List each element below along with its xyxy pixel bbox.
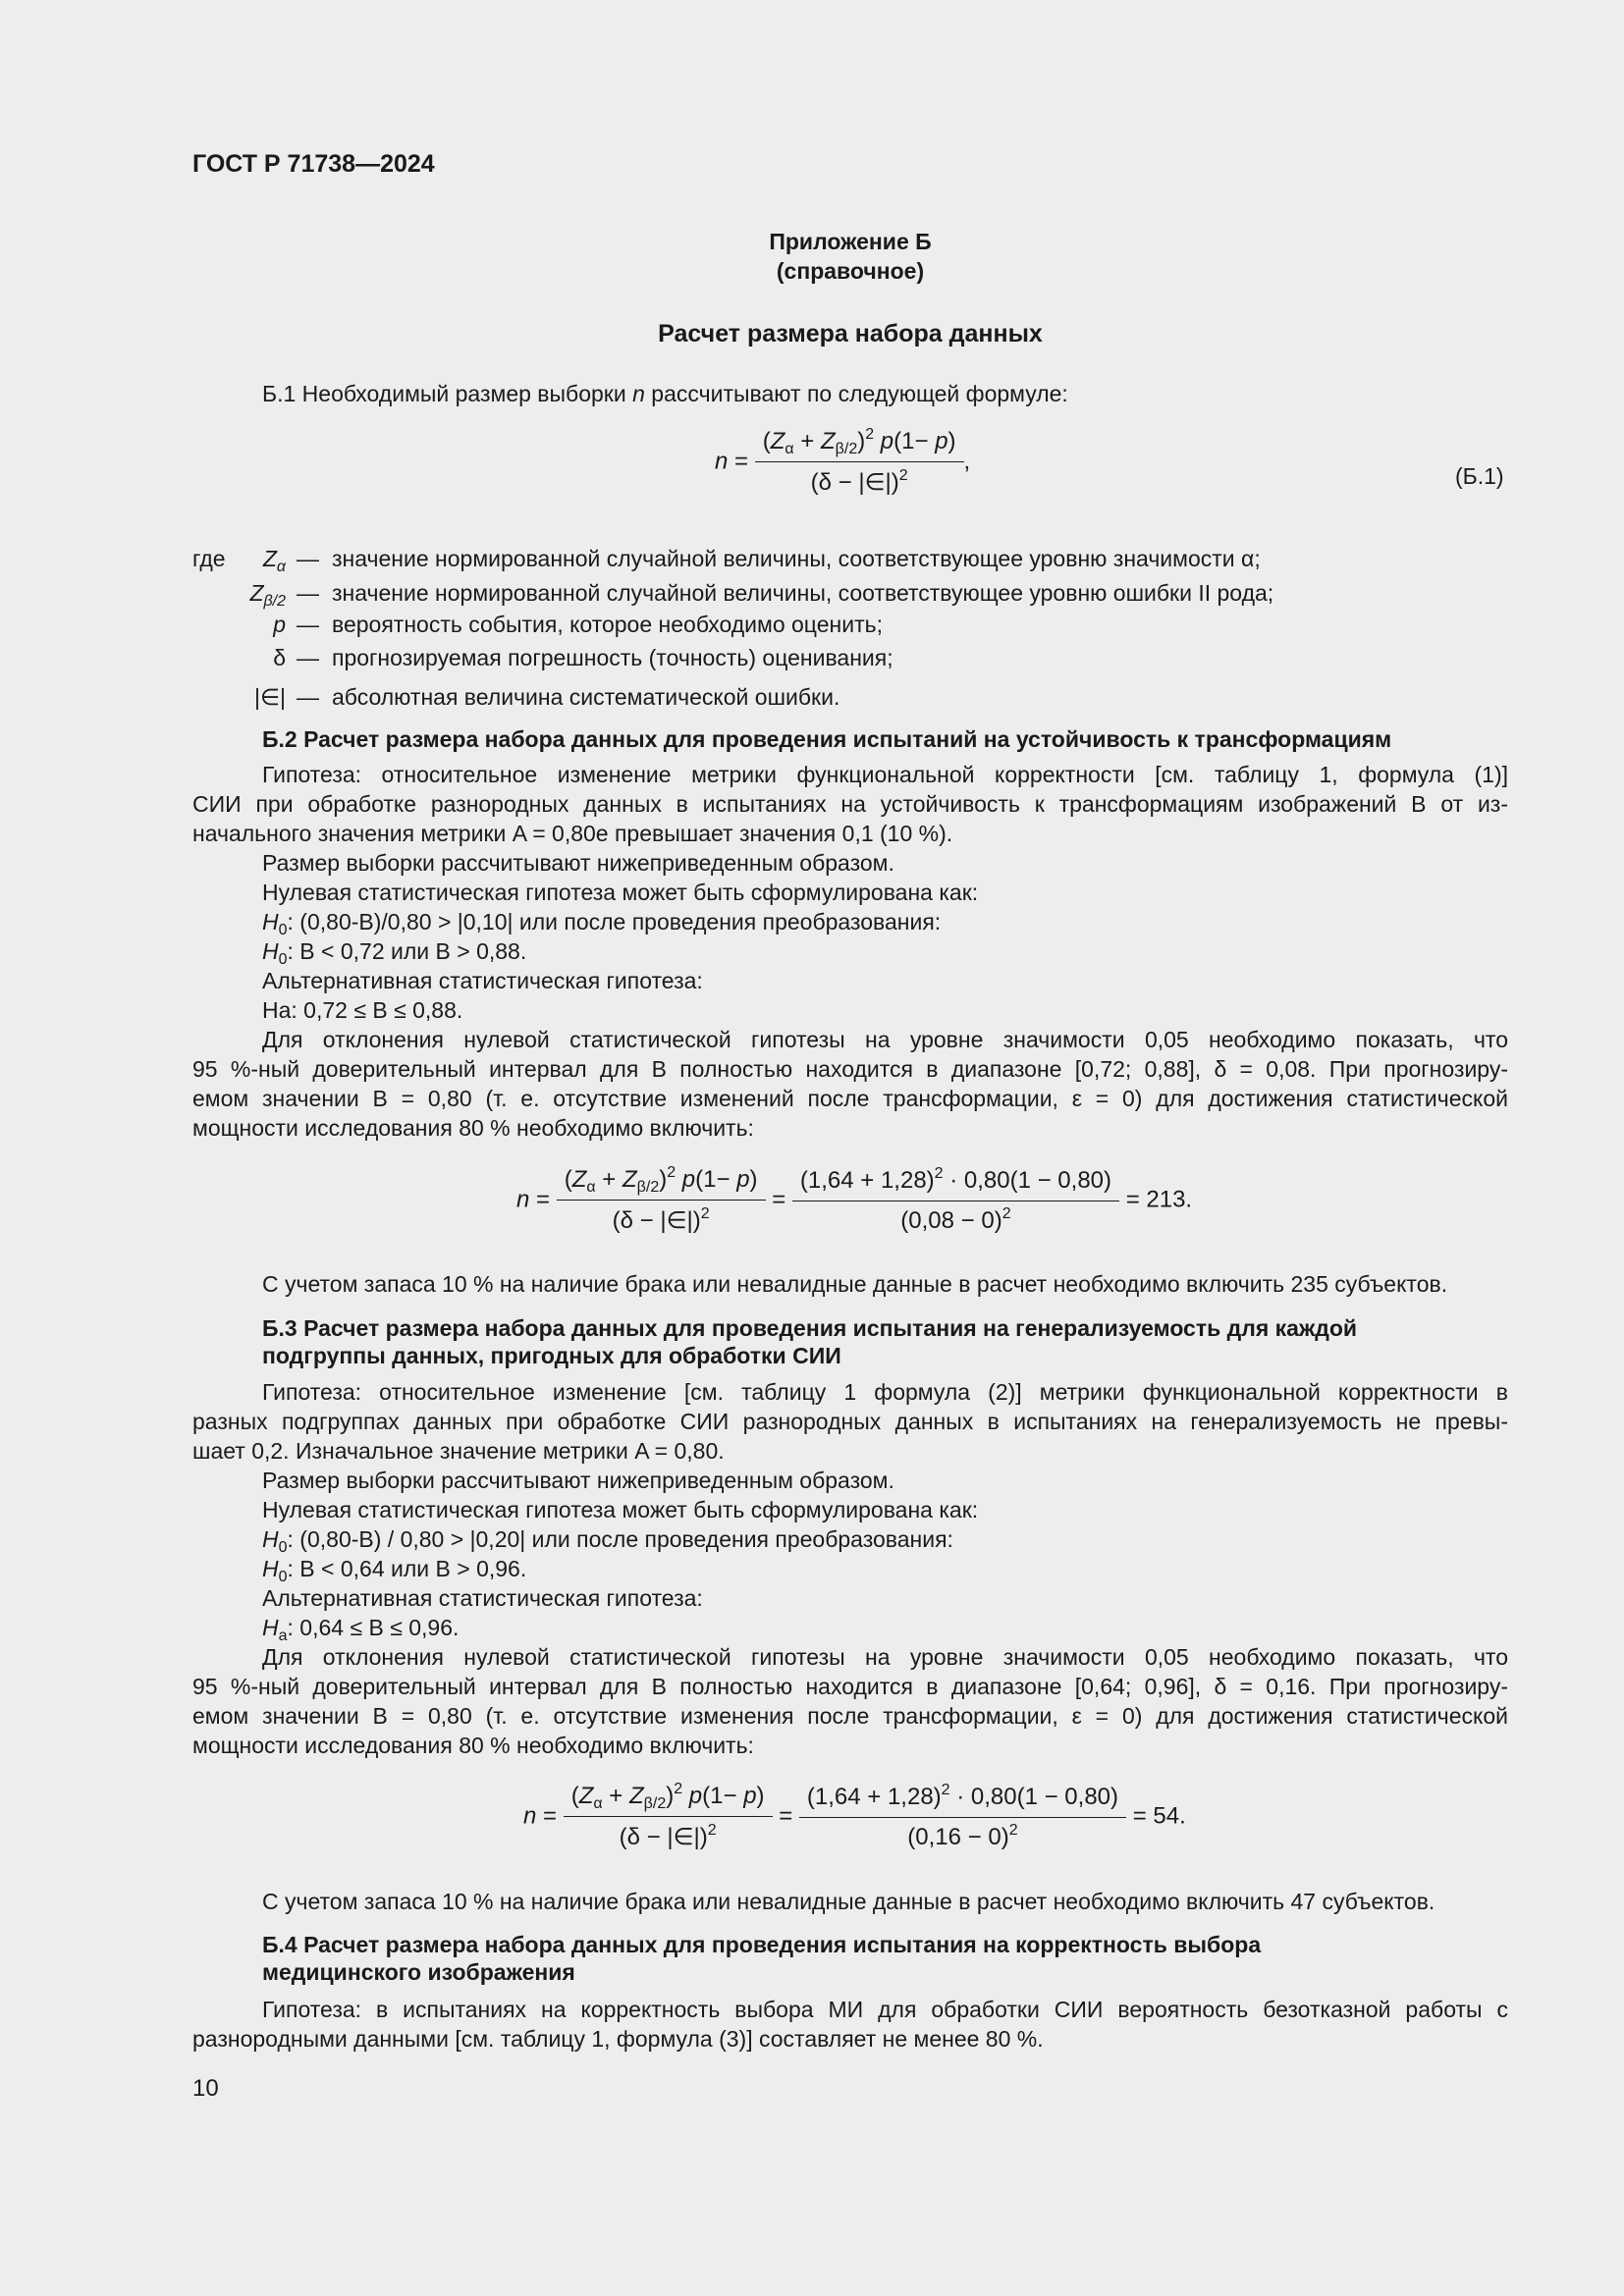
b2-hypothesis-line1: Гипотеза: относительное изменение метрики функциональной корректности [см. таблицу 1, формула (1)] [262,762,1508,787]
b2-h0-line2: $H_0$: B < 0,72 или B > 0,88. [262,938,527,968]
b2-num-values: (1,64 + 1,28) [799,1166,935,1194]
b3-size-note: Размер выборки рассчитывают нижеприведенным образом. [262,1468,894,1493]
definition-symbol: $Z_\alpha$ [262,546,286,575]
b3-ha: $H_a$: 0,64 ≤ B ≤ 0,96. [262,1615,460,1644]
b3-heading-line2: подгруппы данных, пригодных для обработки СИИ [262,1343,841,1368]
definition-symbol: p [273,612,286,637]
b3-h0-line2: $H_0$: B < 0,64 или B > 0,96. [262,1556,527,1585]
formula-b3: n = $\frac{(Z_\alpha + Z_{\beta/2})^2 p(1- p)}{(\delta - |\in|)^2}$ = $\frac{(1,64 + 1,28)^2 \cdot 0,80(1 - 0,80)}{(0,16 - 0)^2}$ = 54. [523,1781,1186,1850]
definition-dash: — [297,612,319,637]
b3-result: = 54. [1132,1802,1186,1830]
definition-text: абсолютная величина систематической ошибки. [332,684,840,710]
page-number: 10 [192,2075,219,2102]
definition-dash: — [297,684,319,710]
b2-result: = 213. [1125,1186,1193,1213]
document-header: ГОСТ Р 71738—2024 [192,150,435,178]
b3-num-values: (1,64 + 1,28) [806,1783,942,1810]
b2-ha: Ha: 0,72 ≤ B ≤ 0,88. [262,997,463,1023]
formula-b1-label: (Б.1) [1455,463,1504,489]
b2-rejection-line3: емом значении B = 0,80 (т. е. отсутствие изменений после трансформации, ε = 0) для достижения статистической [192,1086,1508,1111]
b2-h0-line1: $H_0$: (0,80-B)/0,80 > |0,10| или после проведения преобразования: [262,909,942,938]
definition-row [192,643,1508,672]
b3-rejection-line2: 95 %-ный доверительный интервал для B полностью находится в диапазоне [0,64; 0,96], δ = 0,16. При прогнозиру- [192,1674,1508,1699]
definition-dash: — [297,645,319,670]
definition-text: значение нормированной случайной величины, соответствующее уровню ошибки II рода; [332,580,1274,606]
b4-hypothesis-line2: разнородными данными [см. таблицу 1, формула (3)] составляет не менее 80 %. [192,2026,1044,2052]
b2-hypothesis-line2: СИИ при обработке разнородных данных в испытаниях на устойчивость к трансформациям изображений B от из- [192,791,1508,817]
b3-hypothesis-line2: разных подгруппах данных при обработке СИИ разнородных данных в испытаниях на генерализуемость не превы- [192,1409,1508,1434]
b3-rejection-line1: Для отклонения нулевой статистической гипотезы на уровне значимости 0,05 необходимо показать, что [262,1644,1508,1670]
section-title: Расчет размера набора данных [658,320,1043,347]
b4-hypothesis-line1: Гипотеза: в испытаниях на корректность выбора МИ для обработки СИИ вероятность безотказной работы с [262,1997,1508,2022]
b3-num-rest: · 0,80(1 − 0,80) [949,1783,1119,1810]
b2-rejection-line4: мощности исследования 80 % необходимо включить: [192,1115,754,1141]
formula-b2: n = $\frac{(Z_\alpha + Z_{\beta/2})^2 p(1- p)}{(\delta - |\in|)^2}$ = $\frac{(1,64 + 1,28)^2 \cdot 0,80(1 - 0,80)}{(0,08 - 0)^2}$ = 213. [516,1164,1193,1234]
b2-size-note: Размер выборки рассчитывают нижеприведенным образом. [262,850,894,876]
b2-alt-hypothesis: Альтернативная статистическая гипотеза: [262,968,703,993]
appendix-title: Приложение Б [769,229,932,254]
b3-heading-line1: Б.3 Расчет размера набора данных для проведения испытания на генерализуемость для каждой [262,1315,1358,1341]
b4-heading-line1: Б.4 Расчет размера набора данных для проведения испытания на корректность выбора [262,1932,1262,1957]
b3-hypothesis-line1: Гипотеза: относительное изменение [см. таблицу 1 формула (2)] метрики функциональной корректности в [262,1379,1508,1405]
appendix-subtitle: (справочное) [776,258,925,284]
definition-symbol: |∈| [254,684,286,710]
b3-margin-note: С учетом запаса 10 % на наличие брака или невалидные данные в расчет необходимо включить 47 субъектов. [262,1889,1435,1914]
b3-null-hypothesis: Нулевая статистическая гипотеза может быть сформулирована как: [262,1497,979,1522]
definition-text: прогнозируемая погрешность (точность) оценивания; [332,645,893,670]
b2-heading: Б.2 Расчет размера набора данных для проведения испытаний на устойчивость к трансформациям [262,726,1392,752]
b2-null-hypothesis: Нулевая статистическая гипотеза может быть сформулирована как: [262,880,979,905]
definition-row [192,610,1508,639]
definition-dash: — [297,546,319,571]
definition-row [192,544,1508,573]
b2-den-values: (0,08 − 0) [900,1206,1002,1234]
definition-text: значение нормированной случайной величины, соответствующее уровню значимости α; [332,546,1261,571]
b2-rejection-line1: Для отклонения нулевой статистической гипотезы на уровне значимости 0,05 необходимо показать, что [262,1027,1508,1052]
b3-h0-line1: $H_0$: (0,80-B) / 0,80 > |0,20| или после проведения преобразования: [262,1526,953,1556]
definition-row [192,682,1508,712]
definition-dash: — [297,580,319,606]
b2-hypothesis-line3: начального значения метрики A = 0,80e превышает значения 0,1 (10 %). [192,821,953,846]
definition-symbol: δ [273,645,286,670]
b2-rejection-line2: 95 %-ный доверительный интервал для B полностью находится в диапазоне [0,72; 0,88], δ = 0,08. При прогнозиру- [192,1056,1508,1082]
b3-rejection-line3: емом значении B = 0,80 (т. е. отсутствие изменения после трансформации, ε = 0) для достижения статистической [192,1703,1508,1729]
b2-margin-note: С учетом запаса 10 % на наличие брака или невалидные данные в расчет необходимо включить 235 субъектов. [262,1271,1448,1297]
definition-row [192,578,1508,608]
b4-heading-line2: медицинского изображения [262,1959,575,1985]
definition-text: вероятность события, которое необходимо оценить; [332,612,883,637]
b3-rejection-line4: мощности исследования 80 % необходимо включить: [192,1733,754,1758]
b3-den-values: (0,16 − 0) [907,1823,1009,1850]
b1-intro: Б.1 Необходимый размер выборки n рассчитывают по следующей формуле: [262,381,1068,406]
formula-b1: n = $\frac{(Z_\alpha + Z_{\beta/2})^2 p(1- p)}{(\delta - |\in|)^2}$ , [715,426,971,496]
b2-num-rest: · 0,80(1 − 0,80) [943,1166,1112,1194]
b3-hypothesis-line3: шает 0,2. Изначальное значение метрики A = 0,80. [192,1438,725,1464]
definition-symbol: $Z_{\beta/2}$ [249,580,286,610]
where-label: где [192,546,226,571]
b3-alt-hypothesis: Альтернативная статистическая гипотеза: [262,1585,703,1611]
